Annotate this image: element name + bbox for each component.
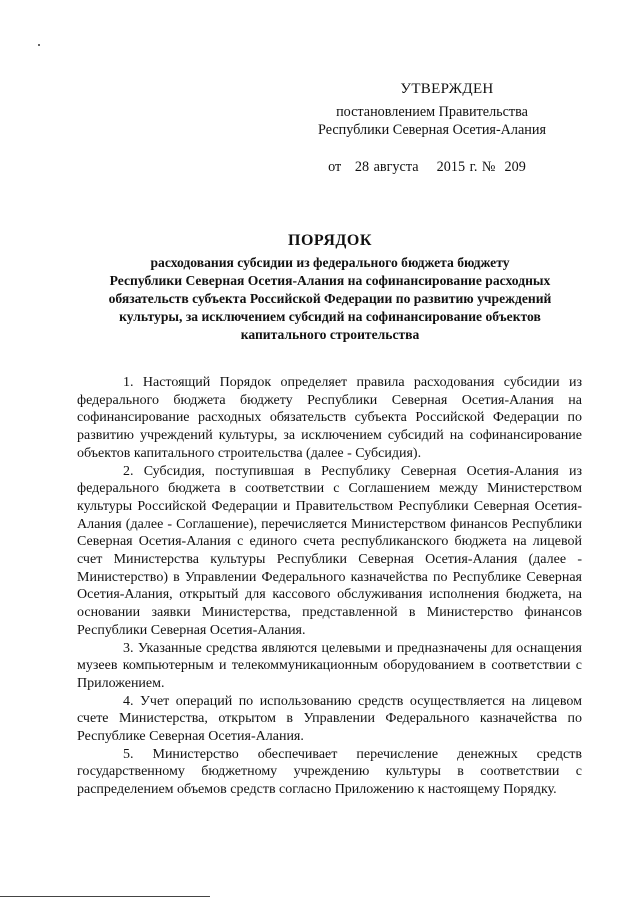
paragraph-5: 5. Министерство обеспечивает перечисление денежных средств государственному бюджетному учреждению культуры в соответствии с распределением объемов средств согласно Приложению к настоящему Порядку. [77, 746, 582, 798]
scan-speck [38, 44, 40, 46]
approving-organization: Республики Северная Осетия-Алания [317, 122, 546, 138]
paragraph-3: 3. Указанные средства являются целевыми и предназначены для оснащения музеев компьютерным и телекоммуникационным оборудованием в соответствии с Приложением. [77, 640, 582, 691]
document-title: ПОРЯДОК [288, 232, 372, 249]
paragraph-2: 2. Субсидия, поступившая в Республику Северная Осетия-Алания из федерального бюджета в соответствии с Соглашением между Министерством культуры Российской Федерации и Правительством Республики Северная Осетия-Алания (далее - Соглашение), перечисляется Министерством финансов Республики Северная Осетия-Алания с единого счета республиканского бюджета на лицевой счет Министерства культуры Республики Северная Осетия-Алания (далее - Министерство) в Управлении Федерального казначейства по Республике Северная Осетия-Алания, открытый для кассового обслуживания исполнения бюджета, на основании заявки Министерства, представленной в Министерство финансов Республики Северная Осетия-Алания. [77, 463, 582, 638]
document-subtitle: расходования субсидии из федерального бюджета бюджету Республики Северная Осетия-Алания на софинансирование расходных обязательств субъекта Российской Федерации по развитию учреждений культуры, за исключением субсидий на софинансирование объектов капитального строительства [108, 255, 552, 342]
approval-stamp [282, 80, 582, 176]
paragraph-1: 1. Настоящий Порядок определяет правила расходования субсидии из федерального бюджета бюджету Республики Северная Осетия-Алания на софинансирование расходных обязательств субъекта Российской Федерации по развитию учреждений культуры, за исключением субсидий на софинансирование объектов капитального строительства (далее - Субсидия). [77, 375, 582, 461]
document-body [77, 374, 582, 799]
paragraph-4: 4. Учет операций по использованию средств осуществляется на лицевом счете Министерства, открытом в Управлении Федерального казначейства по Республике Северная Осетия-Алания. [77, 693, 582, 745]
document-title-block [70, 232, 590, 344]
decree-date-number: от 28 августа 2015 г. № 209 [328, 158, 526, 175]
approved-heading: УТВЕРЖДЕН [400, 81, 494, 97]
approved-by: постановлением Правительства [336, 103, 528, 120]
footer-rule [0, 896, 210, 897]
